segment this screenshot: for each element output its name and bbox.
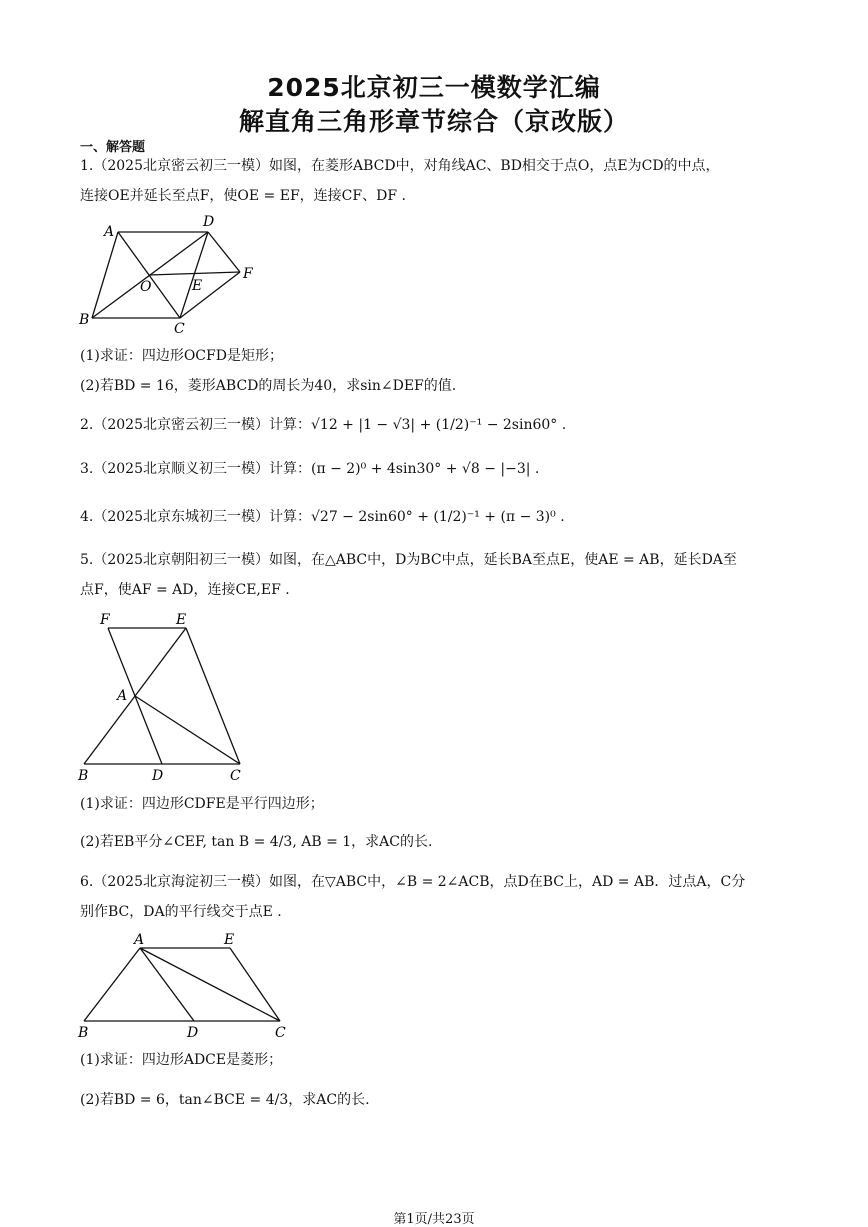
label-d: D — [187, 1025, 199, 1041]
label-f: F — [100, 612, 110, 628]
problem-1-line-2: 连接OE并延长至点F，使OE = EF，连接CF、DF . — [80, 188, 406, 204]
segment-cd — [180, 232, 208, 318]
segment-cf — [180, 272, 240, 318]
label-o: O — [140, 279, 152, 295]
label-d: D — [152, 768, 164, 782]
problem-5-part-1: (1)求证：四边形CDFE是平行四边形； — [80, 796, 324, 812]
problem-6-part-1: (1)求证：四边形ADCE是菱形； — [80, 1052, 283, 1068]
segment-ac — [135, 696, 240, 764]
problem-5-line-2: 点F，使AF = AD，连接CE,EF . — [80, 582, 290, 598]
problem-2: 2.（2025北京密云初三一模）计算：√12 + |1 − √3| + (1/2)⁻¹ − 2sin60° . — [80, 417, 567, 433]
problem-4: 4.（2025北京东城初三一模）计算：√27 − 2sin60° + (1/2)⁻¹ + (π − 3)⁰ . — [80, 509, 565, 525]
page-footer: 第1页/共23页 — [393, 1212, 475, 1227]
problem-5-line-1: 5.（2025北京朝阳初三一模）如图，在△ABC中，D为BC中点，延长BA至点E，使AE = AB，延长DA至 — [80, 552, 737, 568]
label-e: E — [224, 932, 235, 948]
label-e: E — [176, 612, 187, 628]
problem-6-line-2: 别作BC，DA的平行线交于点E . — [80, 904, 282, 920]
label-d: D — [203, 214, 215, 230]
segment-ec — [186, 628, 240, 764]
problem-3: 3.（2025北京顺义初三一模）计算：(π − 2)⁰ + 4sin30° + √8 − |−3| . — [80, 461, 540, 477]
document-title-line1: 2025北京初三一模数学汇编 — [267, 73, 601, 102]
figure-rhombus-abcd — [76, 210, 266, 336]
label-a: A — [134, 932, 145, 948]
section-heading: 一、解答题 — [80, 140, 146, 155]
problem-6-part-2: (2)若BD = 6，tan∠BCE = 4/3，求AC的长. — [80, 1092, 370, 1108]
problem-6-line-1: 6.（2025北京海淀初三一模）如图，在▽ABC中，∠B = 2∠ACB，点D在BC上，AD = AB．过点A，C分 — [80, 874, 746, 890]
label-b: B — [78, 1025, 89, 1041]
label-a: A — [117, 688, 128, 704]
segment-ab — [92, 232, 118, 318]
segment-ec — [230, 948, 280, 1021]
label-c: C — [230, 768, 241, 782]
problem-5-part-2: (2)若EB平分∠CEF, tan B = 4/3, AB = 1，求AC的长. — [80, 834, 433, 850]
label-f: F — [243, 266, 253, 282]
problem-1-line-1: 1.（2025北京密云初三一模）如图，在菱形ABCD中，对角线AC、BD相交于点O，点E为CD的中点， — [80, 158, 720, 174]
label-c: C — [174, 321, 185, 336]
label-b: B — [79, 312, 90, 328]
document-title-line2: 解直角三角形章节综合（京改版） — [238, 107, 629, 136]
label-c: C — [275, 1025, 286, 1041]
problem-1-part-1: (1)求证：四边形OCFD是矩形； — [80, 348, 283, 364]
segment-ac — [140, 948, 280, 1021]
label-e: E — [192, 278, 203, 294]
figure-rhombus-adce — [74, 928, 294, 1042]
segment-df — [208, 232, 240, 272]
figure-triangle-abc-cdfe — [74, 608, 256, 782]
segment-ab — [84, 948, 140, 1021]
segment-ad — [140, 948, 194, 1021]
label-a: A — [104, 224, 115, 240]
problem-1-part-2: (2)若BD = 16，菱形ABCD的周长为40，求sin∠DEF的值. — [80, 378, 457, 394]
label-b: B — [78, 768, 89, 782]
